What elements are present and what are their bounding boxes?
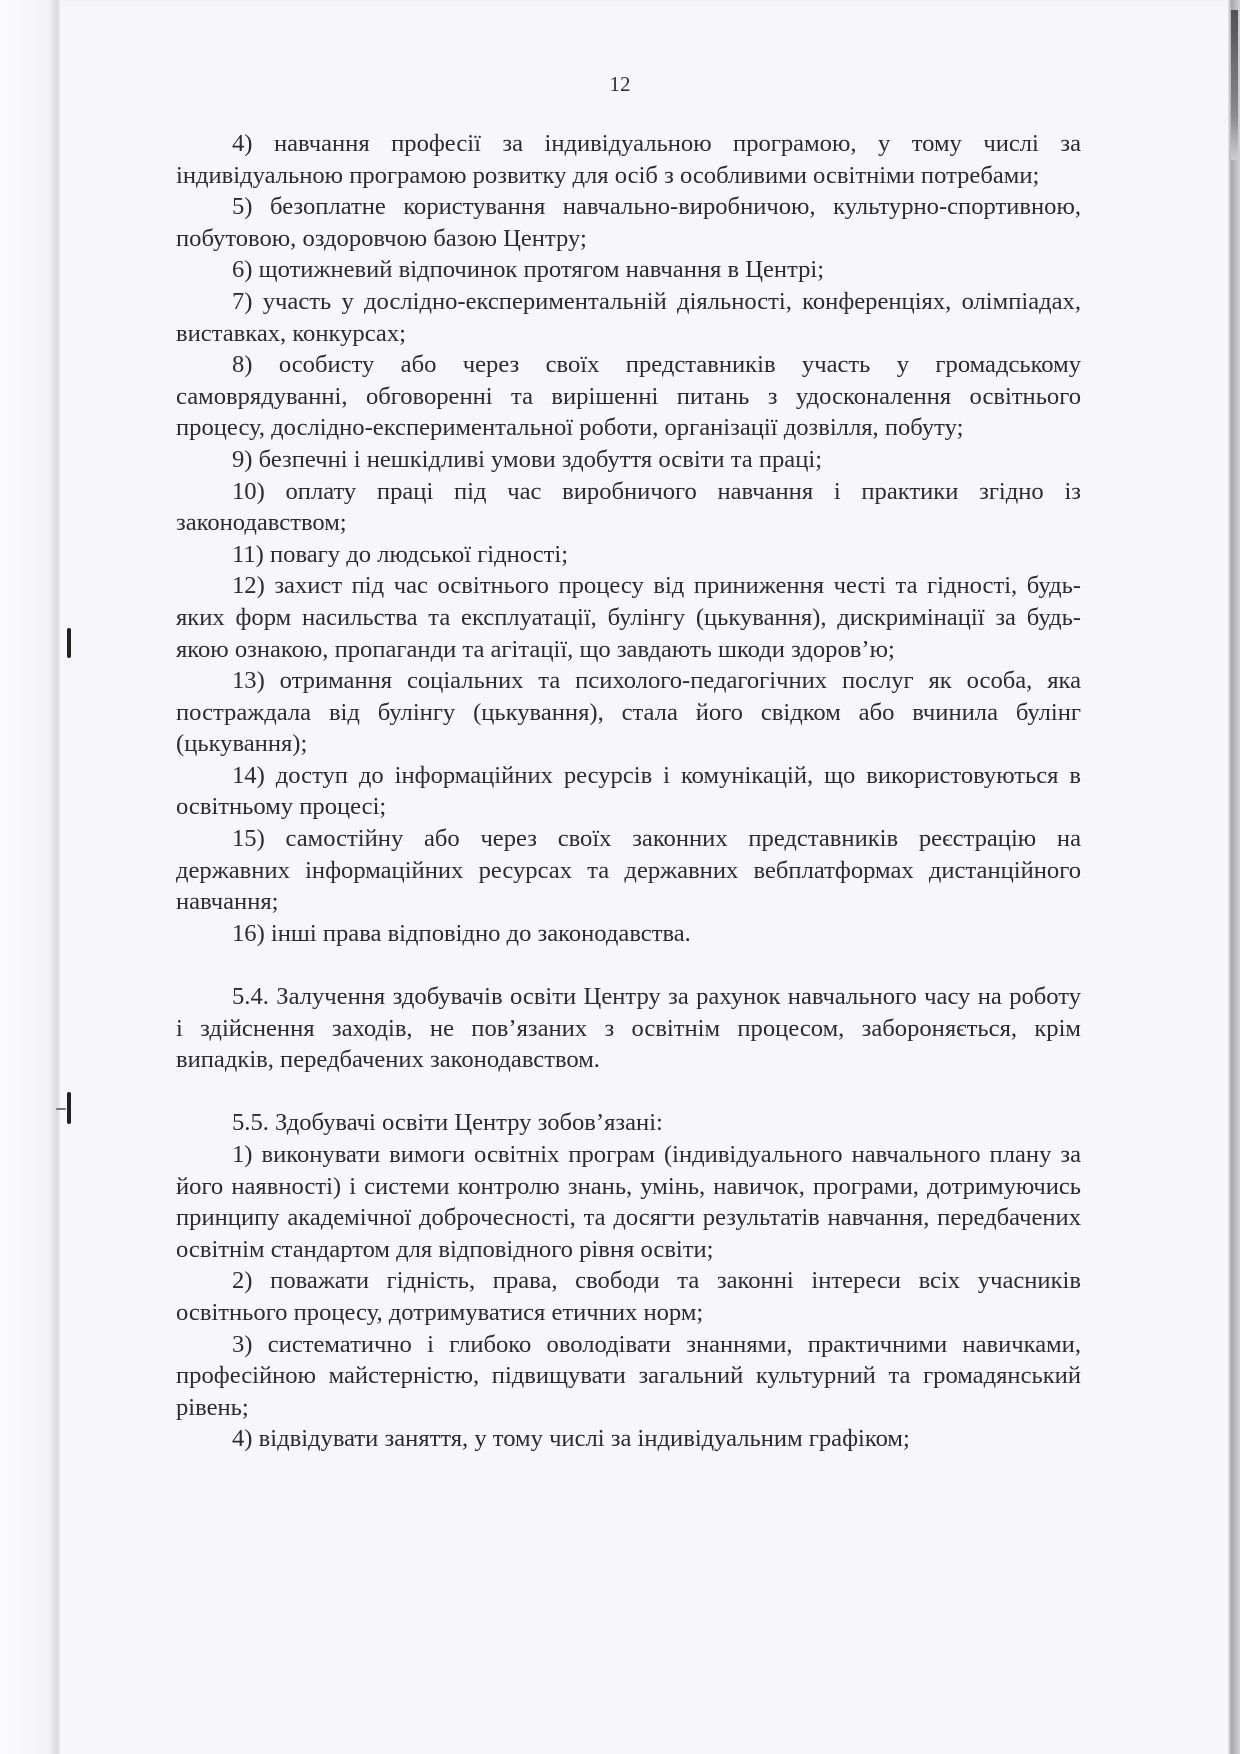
paragraph-right-8: 8) особисту або через своїх представників участь у громадському самоврядуванні, обговоренні та вирішенні питань з удосконалення освітнього процесу, дослідно-експериментальної роботи, організації дозвілля, побуту; — [176, 351, 1081, 442]
paragraph-right-10: 10) оплату праці під час виробничого навчання і практики згідно із законодавством; — [176, 477, 1081, 537]
paragraph-right-6: 6) щотижневий відпочинок протягом навчання в Центрі; — [232, 256, 825, 284]
section-5-4: 5.4. Залучення здобувачів освіти Центру за рахунок навчального часу на роботу і здійснення заходів, не пов’язаних з освітнім процесом, забороняється, крім випадків, передбачених законодавством. — [176, 983, 1081, 1074]
paragraph-right-14: 14) доступ до інформаційних ресурсів і комунікацій, що використовуються в освітньому процесі; — [176, 761, 1081, 821]
paragraph-right-15: 15) самостійну або через своїх законних представників реєстрацію на державних інформаційних ресурсах та державних вебплатформах дистанційного навчання; — [176, 825, 1081, 916]
paragraph-right-9: 9) безпечні і нешкідливі умови здобуття освіти та праці; — [232, 445, 823, 473]
paragraph-right-13: 13) отримання соціальних та психолого-педагогічних послуг як особа, яка постраждала від булінгу (цькування), стала його свідком або вчинила булінг (цькування); — [176, 667, 1081, 758]
paragraph-right-4: 4) навчання професії за індивідуальною програмою, у тому числі за індивідуальною програмою розвитку для осіб з особливими освітніми потребами; — [176, 130, 1081, 189]
paragraph-duty-3: 3) систематично і глибоко оволодівати знаннями, практичними навичками, професійною майстерністю, підвищувати загальний культурний та громадянський рівень; — [176, 1330, 1081, 1421]
paragraph-duty-1: 1) виконувати вимоги освітніх програм (індивідуального навчального плану за його наявності) і системи контролю знань, умінь, навичок, програми, дотримуючись принципу академічної доброчесності, та досягти результатів навчання, передбачених освітнім стандартом для відповідного рівня освіти; — [176, 1141, 1081, 1263]
scan-right-edge — [1228, 0, 1240, 1754]
paragraph-right-11: 11) повагу до людської гідності; — [232, 540, 569, 568]
paragraph-right-5: 5) безоплатне користування навчально-виробничою, культурно-спортивною, побутовою, оздоровчою базою Центру; — [176, 193, 1081, 252]
paragraph-duty-4: 4) відвідувати заняття, у тому числі за індивідуальним графіком; — [232, 1425, 910, 1453]
binding-mark — [67, 628, 71, 658]
binding-mark — [67, 1092, 71, 1124]
document-body — [176, 128, 1081, 1455]
page-number: 12 — [609, 72, 631, 96]
section-5-5-heading: 5.5. Здобувачі освіти Центру зобов’язані: — [232, 1109, 663, 1137]
paragraph-right-7: 7) участь у дослідно-експериментальній діяльності, конференціях, олімпіадах, виставках, конкурсах; — [176, 287, 1081, 347]
binding-mark — [56, 1108, 66, 1110]
paragraph-right-12: 12) захист під час освітнього процесу від приниження честі та гідності, будь-яких форм насильства та експлуатації, булінгу (цькування), дискримінації за будь-якою ознакою, пропаганди та агітації, що завдають шкоди здоров’ю; — [176, 572, 1081, 663]
paragraph-right-16: 16) інші права відповідно до законодавства. — [232, 919, 691, 947]
scan-left-margin — [0, 0, 60, 1754]
paragraph-duty-2: 2) поважати гідність, права, свободи та законні інтереси всіх учасників освітнього процесу, дотримуватися етичних норм; — [176, 1267, 1081, 1326]
